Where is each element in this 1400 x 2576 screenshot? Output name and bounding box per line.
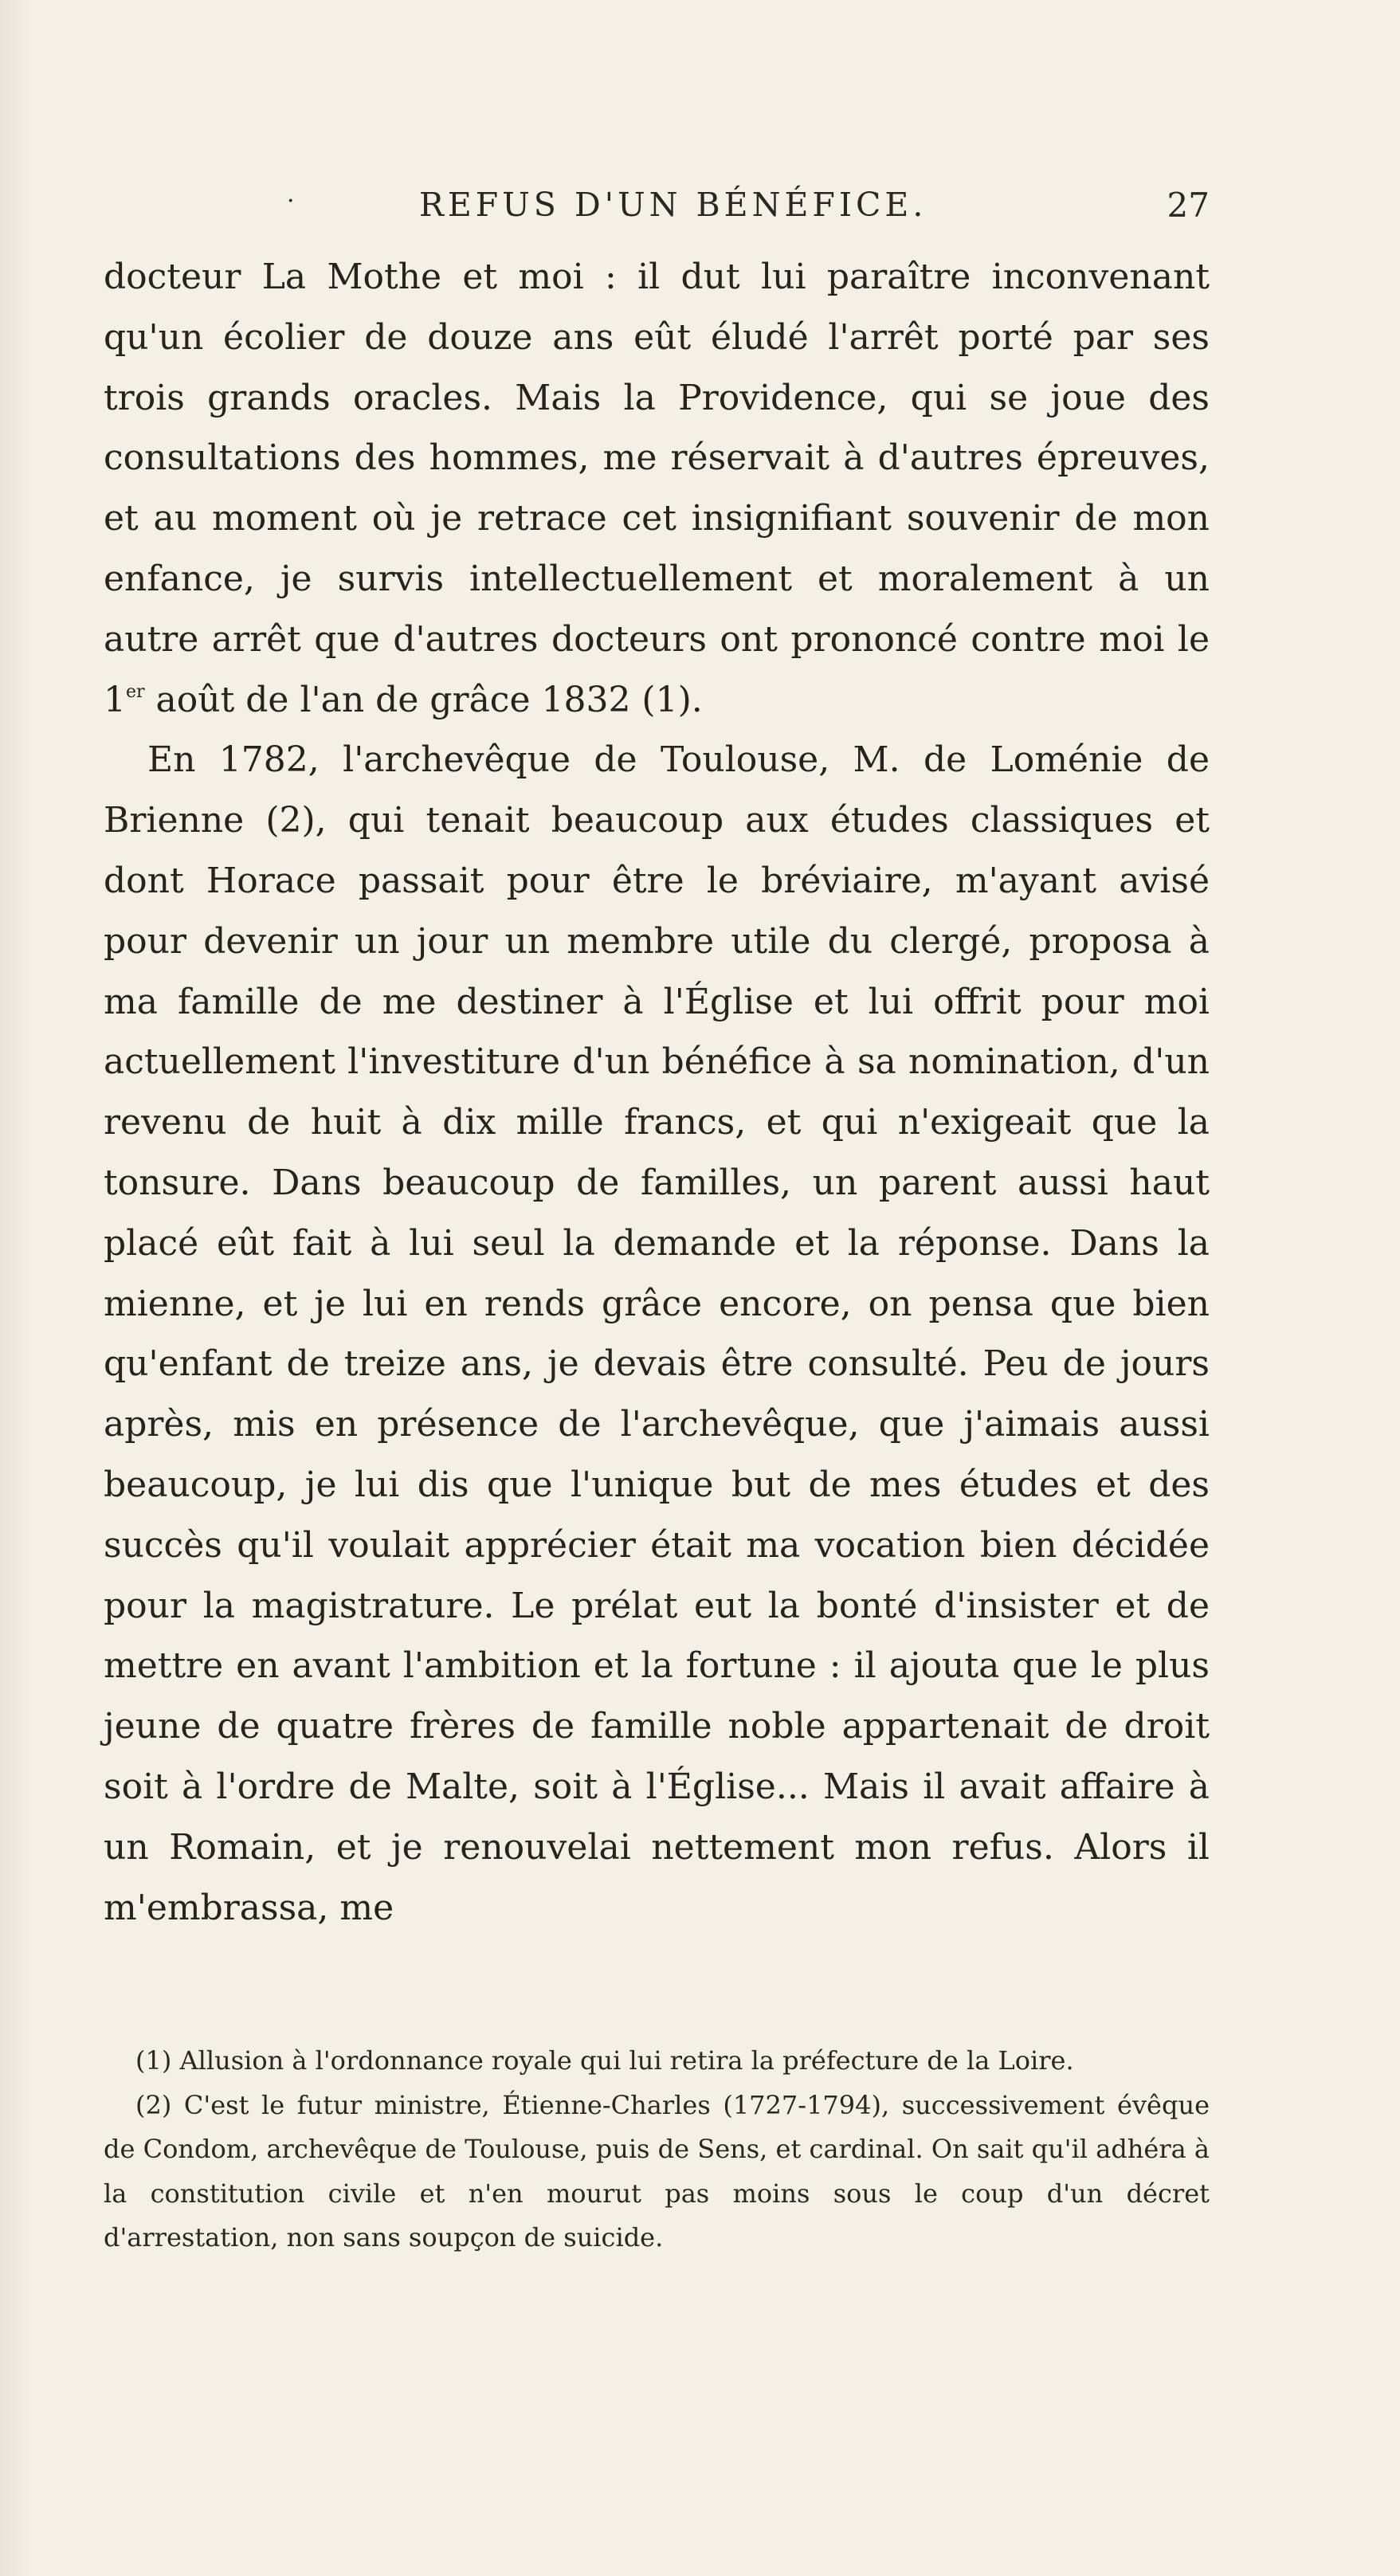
page-header	[104, 179, 1210, 227]
paragraph-2: En 1782, l'archevêque de Toulouse, M. de Loménie de Brienne (2), qui tenait beaucoup aux études classiques et dont Horace passait pour être le bréviaire, m'ayant avisé pour devenir un jour un membre utile du clergé, proposa à ma famille de me destiner à l'Église et lui offrit pour moi actuellement l'investiture d'un bénéfice à sa nomination, d'un revenu de huit à dix mille francs, et qui n'exigeait que la tonsure. Dans beaucoup de familles, un parent aussi haut placé eût fait à lui seul la demande et la réponse. Dans la mienne, et je lui en rends grâce encore, on pensa que bien qu'enfant de treize ans, je devais être consulté. Peu de jours après, mis en présence de l'archevêque, que j'aimais aussi beaucoup, je lui dis que l'unique but de mes études et des succès qu'il voulait apprécier était ma vocation bien décidée pour la magistrature. Le prélat eut la bonté d'insister et de mettre en avant l'ambition et la fortune : il ajouta que le plus jeune de quatre frères de famille noble appartenait de droit soit à l'ordre de Malte, soit à l'Église... Mais il avait affaire à un Romain, et je renouvelai nettement mon refus. Alors il m'embrassa, me	[104, 739, 1210, 1928]
footnotes	[104, 2039, 1210, 2260]
footnote-1: (1) Allusion à l'ordonnance royale qui lui retira la préfecture de la Loire.	[135, 2045, 1074, 2076]
running-title: REFUS D'UN BÉNÉFICE.	[419, 186, 927, 224]
footnote-2: (2) C'est le futur ministre, Étienne-Charles (1727-1794), successivement évêque de Condom, archevêque de Toulouse, puis de Sens, et cardinal. On sait qu'il adhéra à la constitution civile et n'en mourut pas moins sous le coup d'un décret d'arrestation, non sans soupçon de suicide.	[104, 2089, 1210, 2253]
paragraph-1-end: août de l'an de grâce 1832 (1).	[144, 679, 703, 720]
main-text	[104, 247, 1210, 1938]
superscript-er: er	[126, 681, 145, 702]
page-number: 27	[1167, 186, 1210, 225]
paragraph-1-text: docteur La Mothe et moi : il dut lui paraître inconvenant qu'un écolier de douze ans eût éludé l'arrêt porté par ses trois grands oracles. Mais la Providence, qui se joue des consultations des hommes, me réservait à d'autres épreuves, et au moment où je retrace cet insignifiant souvenir de mon enfance, je survis intellectuellement et moralement à un autre arrêt que d'autres docteurs ont prononcé contre moi le 1	[104, 257, 1210, 720]
page-gutter-shadow	[0, 0, 32, 2576]
header-dot: ·	[287, 187, 295, 215]
paragraph-1	[104, 247, 1210, 730]
